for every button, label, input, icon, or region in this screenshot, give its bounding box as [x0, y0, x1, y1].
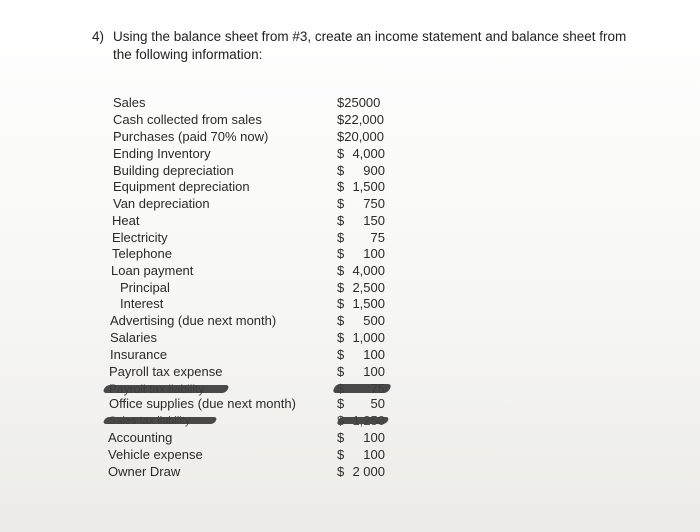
line-item-label: Equipment depreciation — [113, 179, 250, 194]
line-item-amount: $ 100 — [337, 430, 385, 445]
line-item-amount: $ 100 — [337, 447, 385, 462]
line-item-label: Loan payment — [111, 263, 194, 278]
line-item-label: Accounting — [108, 430, 173, 445]
line-item-label: Heat — [112, 213, 140, 228]
line-item-label: Cash collected from sales — [113, 112, 262, 127]
line-item-label: Building depreciation — [113, 163, 234, 178]
line-item-label: Salaries — [110, 330, 157, 345]
line-item-label: Owner Draw — [108, 464, 181, 479]
line-item-label: Sales — [113, 95, 146, 110]
line-item-amount: $ 150 — [337, 213, 385, 228]
line-item-amount: $ 100 — [337, 364, 385, 379]
line-item-label: Vehicle expense — [108, 447, 203, 462]
question-text: Using the balance sheet from #3, create an income statement and balance sheet from the following information: — [113, 29, 627, 62]
scribble-strikeout — [102, 417, 217, 424]
scribble-strikeout — [336, 417, 389, 424]
line-item-amount: $ 4,000 — [337, 146, 385, 161]
line-item-amount: $ 900 — [337, 163, 385, 178]
question-number: 4) — [92, 29, 105, 44]
line-item-amount: $ 1,500 — [337, 179, 385, 194]
line-item-label: Purchases (paid 70% now) — [113, 129, 269, 144]
question-block — [92, 28, 632, 64]
line-item-amount: $20,000 — [337, 129, 384, 144]
line-item-label: Principal — [120, 280, 170, 295]
line-item-amount: $ 50 — [337, 396, 385, 411]
line-item-amount: $ 1,500 — [337, 296, 385, 311]
line-item-label: Telephone — [112, 246, 172, 261]
line-item-amount: $25000 — [337, 95, 381, 110]
line-item-label: Electricity — [112, 230, 168, 245]
line-item-amount: $ 4,000 — [337, 263, 385, 278]
scribble-strikeout — [102, 385, 230, 393]
line-item-label: Van depreciation — [113, 196, 210, 211]
line-item-label: Advertising (due next month) — [110, 313, 277, 328]
line-item-label: Payroll tax expense — [109, 364, 223, 379]
line-item-label: Insurance — [110, 347, 168, 362]
line-item-amount: $ 75 — [337, 230, 385, 245]
line-item-label: Office supplies (due next month) — [109, 396, 296, 411]
line-item-label: Interest — [120, 296, 164, 311]
line-item-amount: $ 2 000 — [337, 464, 385, 479]
scribble-strikeout — [332, 384, 392, 393]
line-item-amount: $ 100 — [337, 347, 385, 362]
line-item-amount: $ 1,000 — [337, 330, 385, 345]
line-item-amount: $ 500 — [337, 313, 385, 328]
line-item-amount: $ 100 — [337, 246, 385, 261]
line-item-amount: $22,000 — [337, 112, 384, 127]
line-item-amount: $ 2,500 — [337, 280, 385, 295]
line-item-label: Ending Inventory — [113, 146, 211, 161]
line-item-amount: $ 750 — [337, 196, 385, 211]
